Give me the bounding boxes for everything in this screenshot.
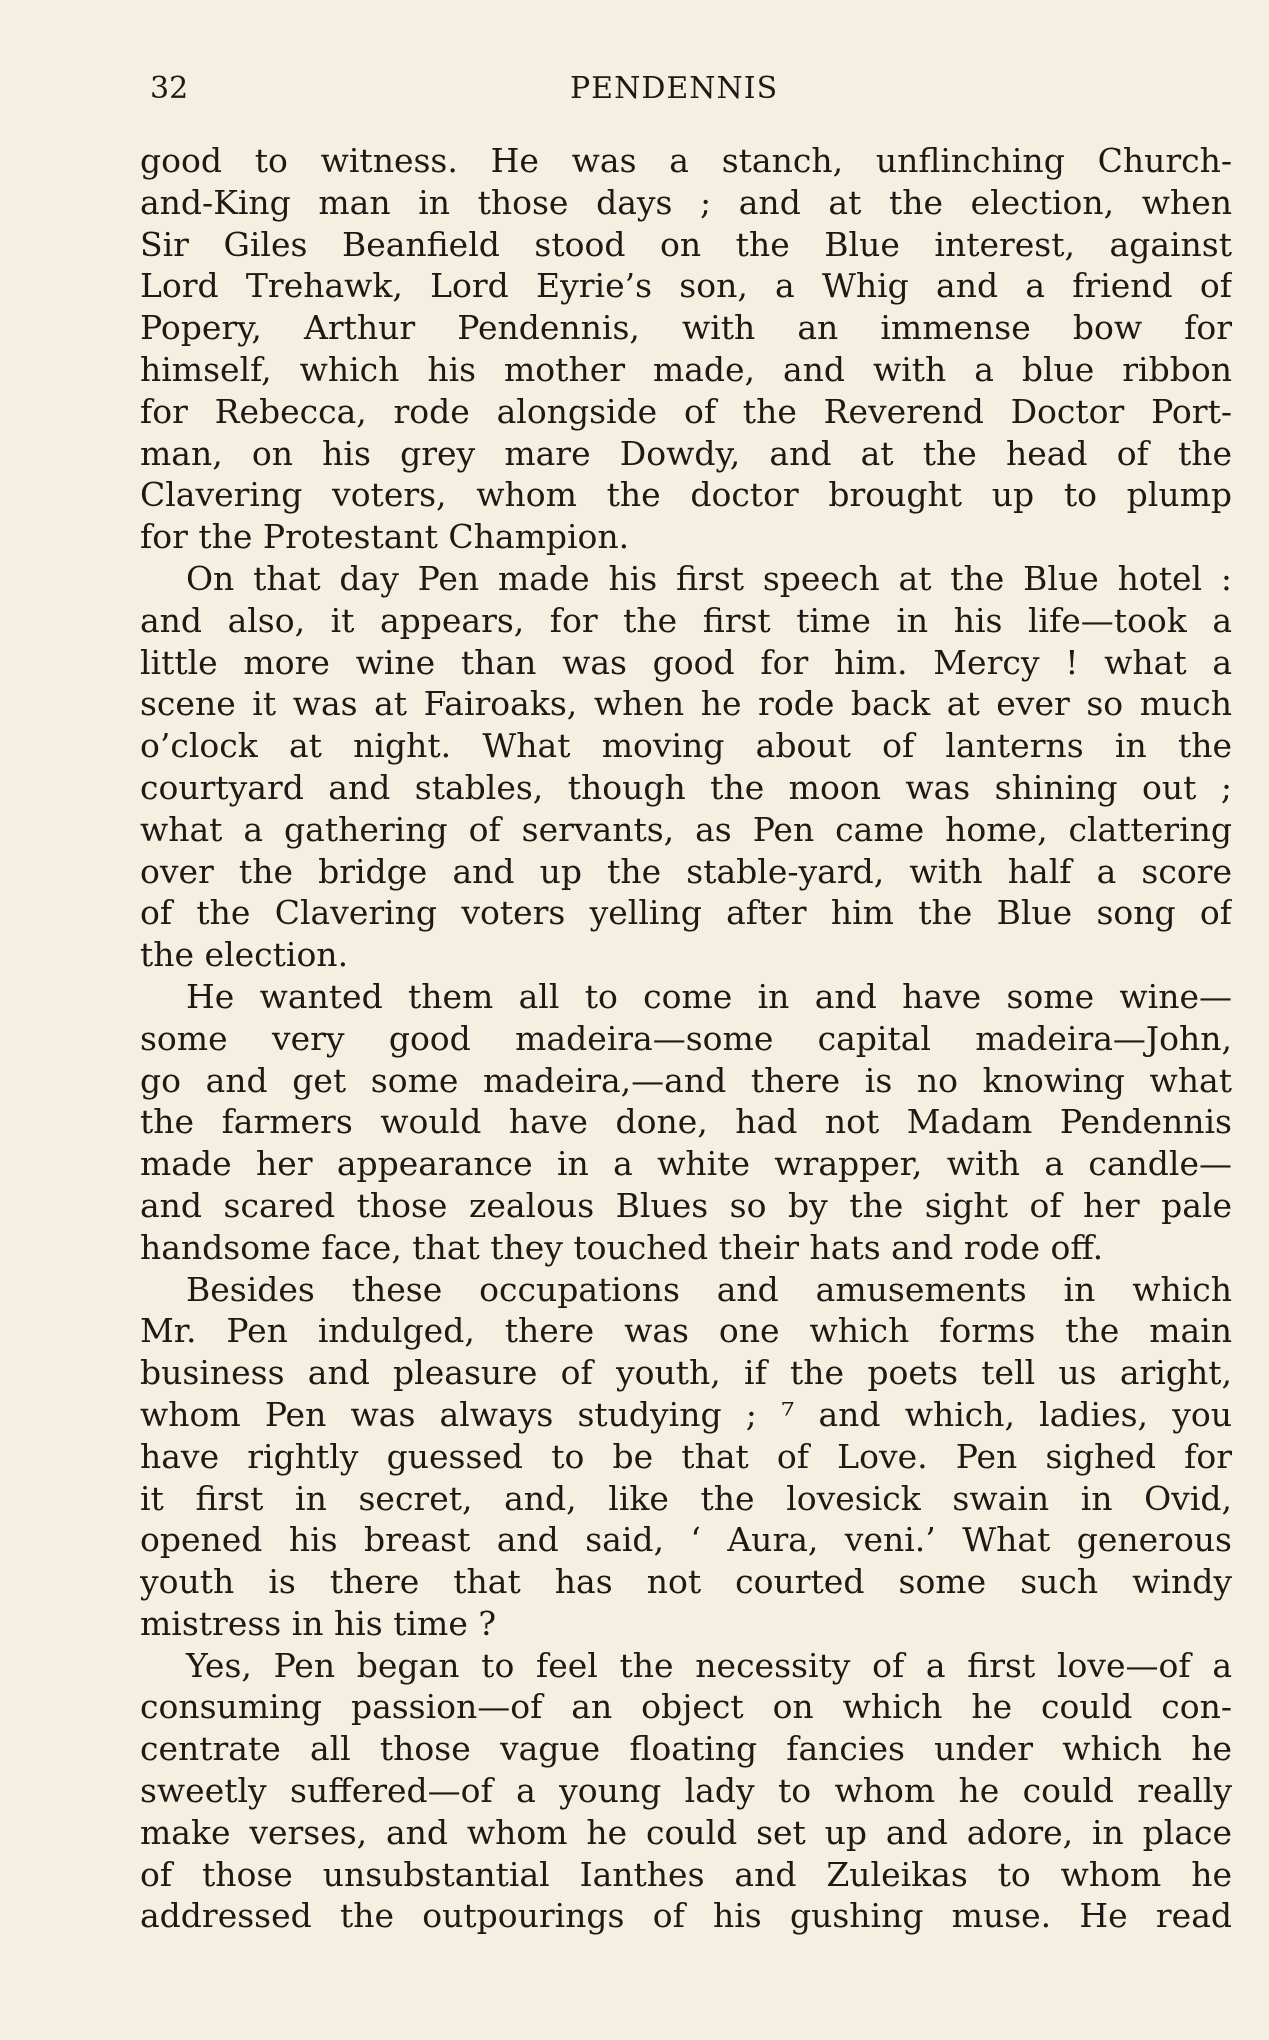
text-line: Sir Giles Beanfield stood on the Blue interest, against	[140, 224, 1232, 264]
text-line: and-King man in those days ; and at the election, when	[140, 182, 1232, 222]
text-line: the farmers would have done, had not Madam Pendennis	[140, 1102, 1232, 1142]
text-line: over the bridge and up the stable-yard, with half a score	[140, 851, 1232, 891]
text-line: made her appearance in a white wrapper, with a candle—	[140, 1144, 1232, 1184]
text-line: for the Protestant Champion.	[140, 517, 630, 557]
text-line: little more wine than was good for him. Mercy ! what a	[140, 642, 1232, 682]
text-line: of those unsubstantial Ianthes and Zuleikas to whom he	[140, 1854, 1232, 1894]
page-header	[150, 66, 1235, 112]
running-head: PENDENNIS	[570, 71, 779, 106]
text-line: Lord Trehawk, Lord Eyrie’s son, a Whig and a friend of	[140, 266, 1232, 306]
text-line: it first in secret, and, like the lovesick swain in Ovid,	[140, 1478, 1232, 1518]
text-line: handsome face, that they touched their hats and rode off.	[140, 1227, 1104, 1267]
text-line: make verses, and whom he could set up and adore, in place	[140, 1812, 1232, 1852]
text-line: of the Clavering voters yelling after him the Blue song of	[140, 893, 1232, 933]
text-line: opened his breast and said, ‘ Aura, veni.’ What generous	[140, 1520, 1232, 1560]
text-line: and scared those zealous Blues so by the sight of her pale	[140, 1185, 1232, 1225]
text-line: Popery, Arthur Pendennis, with an immense bow for	[140, 308, 1232, 348]
text-line: what a gathering of servants, as Pen came home, clattering	[140, 809, 1232, 849]
text-line: himself, which his mother made, and with a blue ribbon	[140, 349, 1232, 389]
text-line: business and pleasure of youth, if the poets tell us aright,	[140, 1353, 1232, 1393]
text-line: scene it was at Fairoaks, when he rode back at ever so much	[140, 684, 1232, 724]
text-line: Mr. Pen indulged, there was one which forms the main	[140, 1311, 1232, 1351]
text-line: have rightly guessed to be that of Love. Pen sighed for	[140, 1436, 1232, 1476]
text-line: the election.	[140, 935, 349, 975]
text-line: On that day Pen made his first speech at the Blue hotel :	[186, 558, 1232, 598]
text-line: man, on his grey mare Dowdy, and at the head of the	[140, 433, 1232, 473]
text-line: some very good madeira—some capital madeira—John,	[140, 1018, 1232, 1058]
text-line: courtyard and stables, though the moon was shining out ;	[140, 767, 1232, 807]
text-line: Clavering voters, whom the doctor brought up to plump	[140, 475, 1232, 515]
text-line: addressed the outpourings of his gushing muse. He read	[140, 1896, 1232, 1936]
text-line: sweetly suffered—of a young lady to whom he could really	[140, 1771, 1232, 1811]
text-line: He wanted them all to come in and have some wine—	[186, 976, 1232, 1016]
text-line: Besides these occupations and amusements in which	[186, 1269, 1232, 1309]
text-line: and also, it appears, for the first time in his life—took a	[140, 600, 1232, 640]
text-line: whom Pen was always studying ; ⁷ and which, ladies, you	[140, 1394, 1232, 1434]
text-line: good to witness. He was a stanch, unflinching Church-	[140, 141, 1232, 180]
body-text	[140, 140, 1232, 1937]
text-line: youth is there that has not courted some such windy	[140, 1562, 1232, 1602]
text-line: centrate all those vague floating fancies under which he	[140, 1729, 1232, 1769]
text-line: Yes, Pen began to feel the necessity of a first love—of a	[186, 1645, 1232, 1685]
text-line: o’clock at night. What moving about of lanterns in the	[140, 726, 1232, 766]
text-line: go and get some madeira,—and there is no knowing what	[140, 1060, 1232, 1100]
text-line: consuming passion—of an object on which he could con-	[140, 1687, 1232, 1727]
page-number: 32	[150, 71, 189, 106]
text-line: for Rebecca, rode alongside of the Reverend Doctor Port-	[140, 391, 1232, 431]
text-line: mistress in his time ?	[140, 1603, 497, 1643]
